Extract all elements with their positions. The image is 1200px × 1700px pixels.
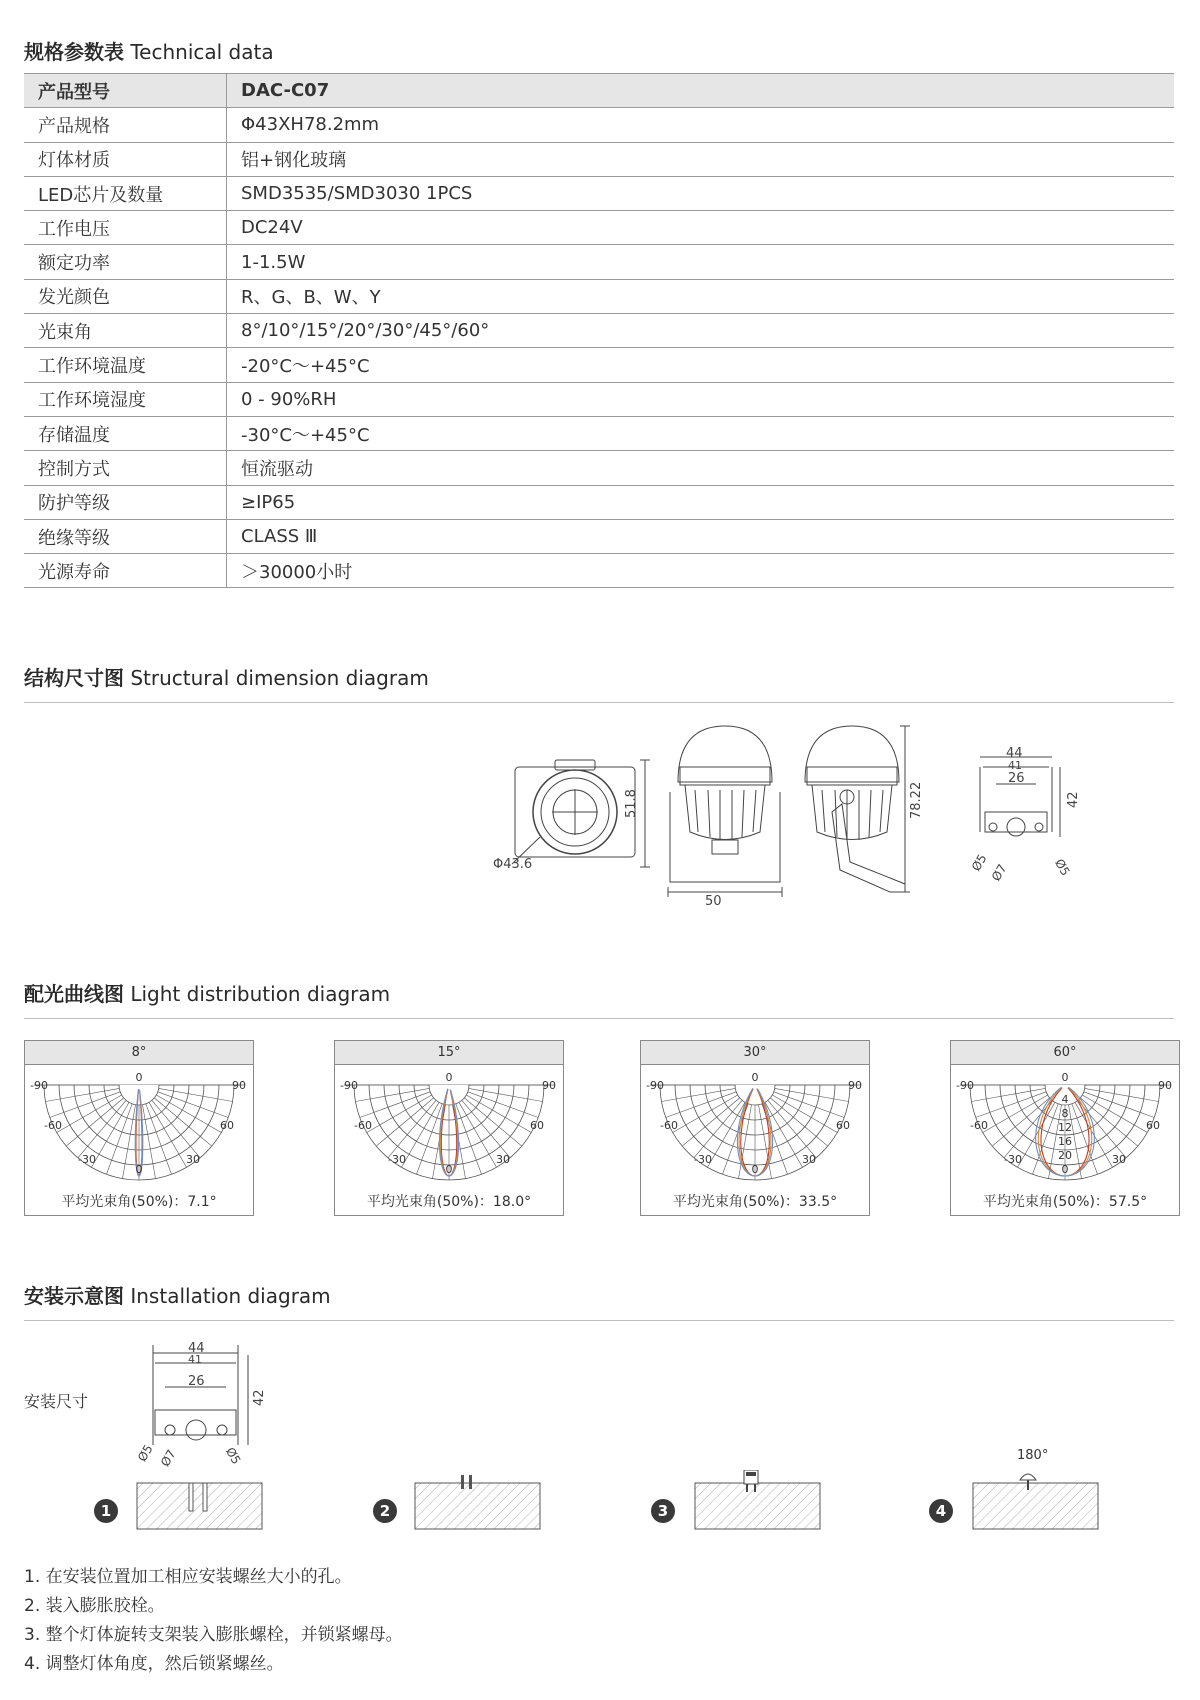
install-step-drawing xyxy=(414,1470,544,1530)
spec-key: 发光颜色 xyxy=(24,279,227,313)
spec-key: 灯体材质 xyxy=(24,142,227,176)
install-plate-drawing xyxy=(130,1335,270,1470)
label-neg-30: -30 xyxy=(1004,1153,1022,1166)
structural-drawing xyxy=(480,712,1180,922)
spec-row xyxy=(24,451,1174,485)
plate-hole-a: Ø5 xyxy=(135,1442,156,1465)
spec-row xyxy=(24,279,1174,313)
distribution-caption: 平均光束角(50%)：57.5° xyxy=(982,1194,1148,1210)
dim-plate-hole: 26 xyxy=(1008,771,1025,786)
struct-rule xyxy=(24,702,1174,703)
label-pos-90: 90 xyxy=(848,1079,862,1092)
distribution-angle: 8° xyxy=(25,1041,253,1065)
spec-value: 0 - 90%RH xyxy=(227,382,1175,416)
spec-row xyxy=(24,314,1174,348)
spec-key: 工作环境温度 xyxy=(24,348,227,382)
label-neg-60: -60 xyxy=(660,1119,678,1132)
install-note-2: 2. 装入膨胀胶栓。 xyxy=(24,1596,165,1616)
distribution-caption: 平均光束角(50%)：7.1° xyxy=(61,1194,217,1210)
ring-value: 4 xyxy=(1061,1093,1069,1106)
spec-value: R、G、B、W、Y xyxy=(227,279,1175,313)
dim-height-side: 51.8 xyxy=(624,789,639,818)
spec-value: SMD3535/SMD3030 1PCS xyxy=(227,176,1175,210)
polar-plot xyxy=(951,1065,1179,1190)
spec-key: 产品型号 xyxy=(24,74,227,108)
spec-row xyxy=(24,382,1174,416)
rotate-angle: 180° xyxy=(1017,1448,1049,1463)
label-neg-30: -30 xyxy=(78,1153,96,1166)
dim-plate-w1: 44 xyxy=(1006,746,1023,761)
label-pos-90: 90 xyxy=(542,1079,556,1092)
label-pos-60: 60 xyxy=(530,1119,544,1132)
spec-key: 绝缘等级 xyxy=(24,519,227,553)
label-pos-30: 30 xyxy=(802,1153,816,1166)
spec-key: 产品规格 xyxy=(24,108,227,142)
dim-plate-h: 42 xyxy=(1066,791,1081,808)
install-rule xyxy=(24,1320,1174,1321)
install-note-4: 4. 调整灯体角度，然后锁紧螺丝。 xyxy=(24,1654,284,1674)
spec-value: 恒流驱动 xyxy=(227,451,1175,485)
distribution-panel xyxy=(334,1040,564,1216)
spec-value: ≥IP65 xyxy=(227,485,1175,519)
spec-value: ＞30000小时 xyxy=(227,554,1175,588)
spec-value: -20°C～+45°C xyxy=(227,348,1175,382)
plate-hole: 26 xyxy=(188,1374,205,1389)
spec-row xyxy=(24,416,1174,450)
label-neg-30: -30 xyxy=(388,1153,406,1166)
spec-row xyxy=(24,142,1174,176)
install-step-drawing xyxy=(972,1470,1102,1530)
label-zero-bottom: 0 xyxy=(751,1163,759,1176)
spec-value: DC24V xyxy=(227,211,1175,245)
install-notes xyxy=(24,1563,403,1679)
light-section-title: 配光曲线图 Light distribution diagram xyxy=(24,982,391,1006)
side-view-2 xyxy=(805,726,910,892)
light-rule xyxy=(24,1018,1174,1019)
distribution-angle: 30° xyxy=(641,1041,869,1065)
dim-width: 50 xyxy=(705,894,722,909)
label-neg-90: -90 xyxy=(646,1079,664,1092)
polar-spoke xyxy=(355,1088,429,1101)
plate-hole-b: Ø7 xyxy=(158,1447,179,1470)
spec-key: 额定功率 xyxy=(24,245,227,279)
label-neg-60: -60 xyxy=(354,1119,372,1132)
label-neg-90: -90 xyxy=(956,1079,974,1092)
label-pos-30: 30 xyxy=(1112,1153,1126,1166)
plate-hole-c: Ø5 xyxy=(222,1444,244,1467)
ring-value: 16 xyxy=(1058,1135,1072,1148)
label-pos-60: 60 xyxy=(220,1119,234,1132)
spec-key: 防护等级 xyxy=(24,485,227,519)
spec-value: 1-1.5W xyxy=(227,245,1175,279)
label-neg-90: -90 xyxy=(340,1079,358,1092)
label-zero-bottom: 0 xyxy=(1061,1163,1069,1176)
distribution-panel xyxy=(950,1040,1180,1216)
dim-diameter: Φ43.6 xyxy=(493,857,533,872)
spec-value: DAC-C07 xyxy=(227,74,1175,108)
polar-plot xyxy=(25,1065,253,1190)
step-number: 1 xyxy=(94,1499,118,1523)
plate-w1: 44 xyxy=(188,1341,205,1356)
ring-value: 12 xyxy=(1058,1121,1072,1134)
dim-hole-c: Ø5 xyxy=(1051,856,1073,879)
polar-spoke xyxy=(1085,1088,1159,1101)
step-number: 3 xyxy=(651,1499,675,1523)
spec-row xyxy=(24,211,1174,245)
label-zero-top: 0 xyxy=(1061,1071,1069,1084)
dim-hole-a: Ø5 xyxy=(968,851,990,874)
install-step-drawing xyxy=(136,1470,266,1530)
tech-section-title: 规格参数表 Technical data xyxy=(24,40,274,64)
spec-value: -30°C～+45°C xyxy=(227,416,1175,450)
step-number: 2 xyxy=(373,1499,397,1523)
spec-key: 光束角 xyxy=(24,314,227,348)
spec-row xyxy=(24,485,1174,519)
install-step-drawing xyxy=(694,1470,824,1530)
side-view-1 xyxy=(668,726,782,897)
spec-key: LED芯片及数量 xyxy=(24,176,227,210)
dim-plate-w2: 41 xyxy=(1008,759,1022,772)
plate-w2: 41 xyxy=(188,1353,202,1366)
label-zero-top: 0 xyxy=(751,1071,759,1084)
spec-key: 工作环境湿度 xyxy=(24,382,227,416)
label-zero-top: 0 xyxy=(445,1071,453,1084)
polar-plot xyxy=(641,1065,869,1190)
polar-spoke xyxy=(123,1105,136,1179)
spec-row xyxy=(24,245,1174,279)
label-pos-90: 90 xyxy=(232,1079,246,1092)
distribution-panel xyxy=(640,1040,870,1216)
struct-section-title: 结构尺寸图 Structural dimension diagram xyxy=(24,666,429,690)
spec-row xyxy=(24,108,1174,142)
polar-spoke xyxy=(469,1088,543,1101)
distribution-angle: 15° xyxy=(335,1041,563,1065)
install-note-1: 1. 在安装位置加工相应安装螺丝大小的孔。 xyxy=(24,1567,352,1587)
spec-key: 控制方式 xyxy=(24,451,227,485)
label-neg-90: -90 xyxy=(30,1079,48,1092)
install-section-title: 安装示意图 Installation diagram xyxy=(24,1284,331,1308)
label-pos-90: 90 xyxy=(1158,1079,1172,1092)
dim-height-total: 78.22 xyxy=(909,781,924,819)
label-zero-bottom: 0 xyxy=(135,1163,143,1176)
polar-spoke xyxy=(45,1088,119,1101)
label-neg-60: -60 xyxy=(970,1119,988,1132)
spec-value: 铝+钢化玻璃 xyxy=(227,142,1175,176)
label-neg-60: -60 xyxy=(44,1119,62,1132)
spec-table xyxy=(24,73,1174,588)
distribution-angle: 60° xyxy=(951,1041,1179,1065)
spec-row xyxy=(24,554,1174,588)
distribution-panel xyxy=(24,1040,254,1216)
polar-plot xyxy=(335,1065,563,1190)
label-pos-30: 30 xyxy=(496,1153,510,1166)
label-pos-60: 60 xyxy=(1146,1119,1160,1132)
spec-row xyxy=(24,348,1174,382)
spec-row xyxy=(24,519,1174,553)
spec-value: 8°/10°/15°/20°/30°/45°/60° xyxy=(227,314,1175,348)
dim-hole-b: Ø7 xyxy=(988,861,1010,884)
install-note-3: 3. 整个灯体旋转支架装入膨胀螺栓，并锁紧螺母。 xyxy=(24,1625,403,1645)
spec-row xyxy=(24,176,1174,210)
distribution-caption: 平均光束角(50%)：33.5° xyxy=(672,1194,838,1210)
label-pos-30: 30 xyxy=(186,1153,200,1166)
plate-h: 42 xyxy=(252,1389,267,1406)
polar-spoke xyxy=(661,1088,735,1101)
polar-spoke xyxy=(971,1088,1045,1101)
polar-spoke xyxy=(159,1088,233,1101)
distribution-caption: 平均光束角(50%)：18.0° xyxy=(366,1194,532,1210)
spec-value: CLASS Ⅲ xyxy=(227,519,1175,553)
spec-key: 光源寿命 xyxy=(24,554,227,588)
spec-key: 存储温度 xyxy=(24,416,227,450)
spec-value: Φ43XH78.2mm xyxy=(227,108,1175,142)
label-neg-30: -30 xyxy=(694,1153,712,1166)
polar-spoke xyxy=(775,1088,849,1101)
install-size-label: 安装尺寸 xyxy=(24,1392,89,1411)
step-number: 4 xyxy=(929,1499,953,1523)
spec-key: 工作电压 xyxy=(24,211,227,245)
ring-value: 8 xyxy=(1061,1107,1069,1120)
polar-spoke xyxy=(142,1105,155,1179)
label-pos-60: 60 xyxy=(836,1119,850,1132)
spec-row xyxy=(24,74,1174,108)
ring-value: 20 xyxy=(1058,1149,1072,1162)
label-zero-top: 0 xyxy=(135,1071,143,1084)
label-zero-bottom: 0 xyxy=(445,1163,453,1176)
